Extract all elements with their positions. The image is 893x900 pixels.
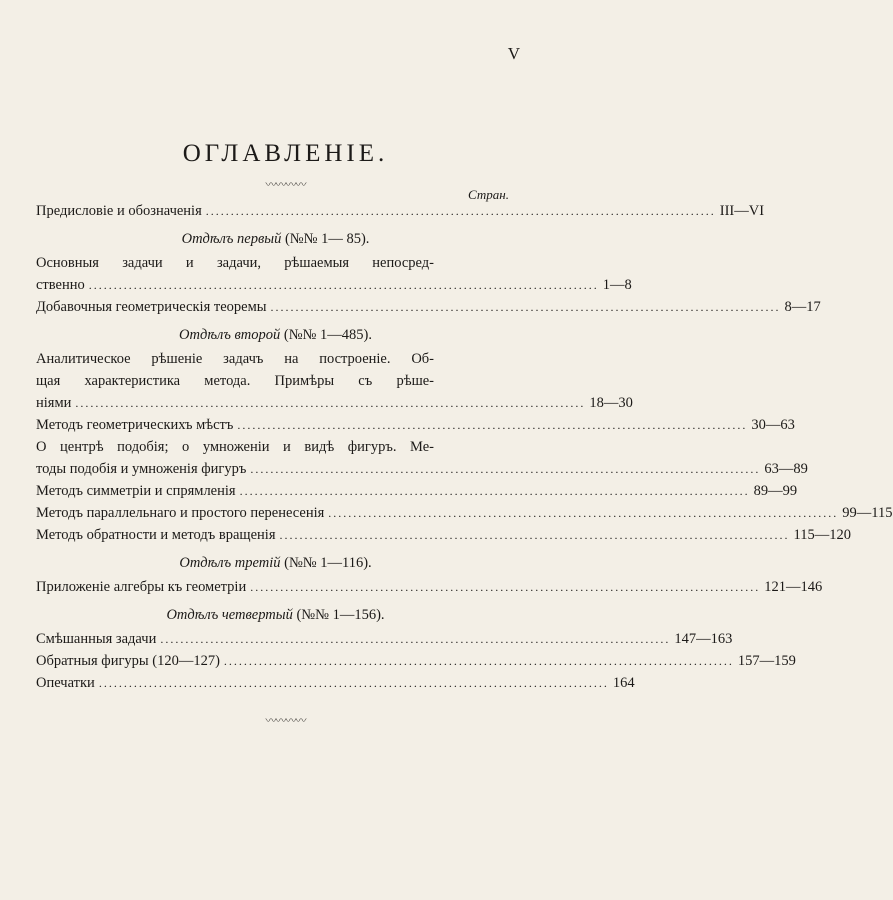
toc-entry-pages: 115—120: [793, 527, 851, 543]
section-label: Отдѣлъ первый: [181, 231, 282, 247]
toc-entry: [36, 675, 635, 697]
leader-dots: ......................................................................................................: [328, 506, 839, 520]
toc-entry-text: Методъ параллельнаго и простого перенесенiя: [36, 505, 325, 521]
ornament-divider-top: 〰〰〰〰: [265, 179, 306, 191]
toc-entry-line: щая характеристика метода. Примѣры съ рѣше-: [36, 373, 434, 389]
toc-entry-pages: 8—17: [784, 299, 821, 315]
section-label: Отдѣлъ третiй: [179, 555, 281, 571]
leader-dots: ......................................................................................................: [239, 484, 750, 498]
toc-entry-text: Методъ геометрическихъ мѣстъ: [36, 417, 234, 433]
section-label: Отдѣлъ второй: [179, 327, 281, 343]
ornament-divider-bottom: 〰〰〰〰: [265, 715, 306, 727]
toc-entry: [36, 461, 808, 483]
leader-dots: ......................................................................................................: [160, 632, 671, 646]
section-range: (№№ 1—156).: [296, 607, 385, 623]
leader-dots: ......................................................................................................: [75, 396, 586, 410]
toc-entry-text: тоды подобiя и умноженiя фигуръ: [36, 461, 247, 477]
pages-column-header: Стран.: [468, 187, 509, 202]
leader-dots: ......................................................................................................: [98, 676, 609, 690]
toc-entry-text: Методъ обратности и методъ вращенiя: [36, 527, 276, 543]
section-range: (№№ 1—116).: [284, 555, 372, 571]
toc-entry-pages: 121—146: [764, 579, 823, 595]
toc-entry-text: Опечатки: [36, 675, 95, 691]
page-number: V: [507, 44, 521, 63]
toc-entry-pages: 1—8: [602, 277, 632, 293]
leader-dots: ......................................................................................................: [223, 654, 734, 668]
toc-entry: [36, 417, 795, 439]
toc-entry-line: Основныя задачи и задачи, рѣшаемыя непосред-: [36, 255, 434, 271]
toc-entry-pages: 63—89: [764, 461, 808, 477]
section-label: Отдѣлъ четвертый: [166, 607, 293, 623]
page-title: ОГЛАВЛЕНIЕ.: [182, 140, 389, 167]
toc-entry: [36, 579, 823, 601]
section-heading-2: [36, 321, 515, 351]
toc-entry: [36, 505, 893, 527]
toc-entry: [36, 483, 798, 505]
leader-dots: ......................................................................................................: [270, 300, 781, 314]
leader-dots: ......................................................................................................: [205, 204, 716, 218]
leader-dots: ......................................................................................................: [237, 418, 748, 432]
toc-entry: [36, 299, 821, 321]
toc-entry-text: Методъ симметрiи и спрямленiя: [36, 483, 236, 499]
section-range: (№№ 1—485).: [283, 327, 372, 343]
toc-entry-text: Предисловiе и обозначенiя: [36, 203, 202, 219]
toc-entry-pages: 99—115: [842, 505, 893, 521]
section-heading-4: [36, 601, 515, 631]
toc-entry-text: Смѣшанныя задачи: [36, 631, 157, 647]
toc-entry-pages: 157—159: [737, 653, 796, 669]
leader-dots: ......................................................................................................: [250, 580, 761, 594]
toc-entry-pages: III—VI: [719, 203, 765, 219]
toc-entry-text: Приложенiе алгебры къ геометрiи: [36, 579, 247, 595]
toc-entry-line: Аналитическое рѣшенiе задачъ на построенiе. Об-: [36, 351, 434, 367]
toc-entry: [36, 277, 632, 299]
toc-entry-line: О центрѣ подобiя; о умноженiи и видѣ фигуръ. Ме-: [36, 439, 434, 455]
toc-entry-text: Добавочныя геометрическiя теоремы: [36, 299, 267, 315]
toc-entry: [36, 653, 796, 675]
section-range: (№№ 1— 85).: [284, 231, 370, 247]
toc-entry-text: ственно: [36, 277, 85, 293]
section-heading-3: [36, 549, 515, 579]
toc-entry: [36, 527, 851, 549]
leader-dots: ......................................................................................................: [88, 278, 599, 292]
toc-entry-text: Обратныя фигуры (120—127): [36, 653, 220, 669]
toc-entry-pages: 18—30: [589, 395, 633, 411]
toc-entry-preface: [36, 203, 765, 225]
leader-dots: ......................................................................................................: [250, 462, 761, 476]
section-heading-1: [36, 225, 515, 255]
toc-entry-pages: 89—99: [753, 483, 798, 499]
toc-entry-pages: 164: [612, 675, 635, 691]
toc-entry: [36, 631, 733, 653]
toc-entry: [36, 395, 633, 417]
table-of-contents: [36, 203, 893, 697]
toc-entry-pages: 147—163: [674, 631, 733, 647]
leader-dots: ......................................................................................................: [279, 528, 790, 542]
toc-entry-text: нiями: [36, 395, 72, 411]
toc-entry-pages: 30—63: [751, 417, 795, 433]
